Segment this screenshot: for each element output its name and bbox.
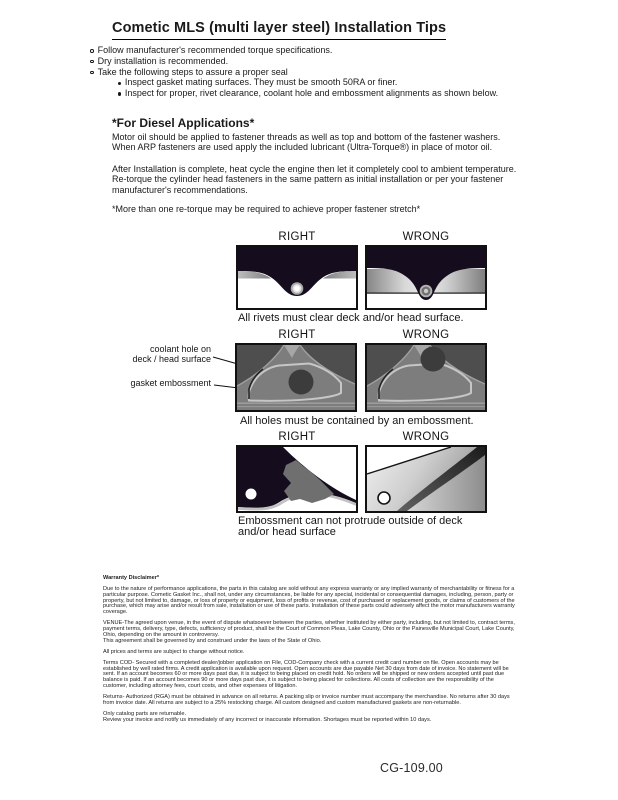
fig3-right-label: RIGHT: [278, 431, 316, 443]
list-item: [90, 56, 530, 67]
fig3-right-image: [236, 445, 358, 513]
list-item: [90, 77, 530, 88]
fig1-wrong-label: WRONG: [402, 231, 450, 243]
disclaimer-paragraph: Only catalog parts are returnable.: [103, 710, 187, 717]
caption-text: and/or head surface: [238, 525, 336, 538]
page-code: CG-109.00: [380, 761, 443, 775]
tip-text: Dry installation is recommended.: [97, 55, 229, 66]
fig1-wrong-image: [365, 245, 487, 310]
list-item: [90, 45, 530, 56]
circle-bullet-icon: [90, 49, 94, 53]
tip-text: Take the following steps to assure a proper seal: [97, 66, 288, 77]
list-item: [90, 67, 530, 78]
disclaimer-heading: Warranty Disclaimer*: [103, 575, 160, 581]
diesel-heading: *For Diesel Applications*: [112, 116, 255, 130]
diesel-paragraph-1: Motor oil should be applied to fastener threads as well as top and bottom of the fastener washers. When ARP fasteners are used apply the included lubricant (Ultra-Torque®) in place of motor oil.: [112, 132, 501, 153]
page-title: Cometic MLS (multi layer steel) Installation Tips: [112, 20, 446, 40]
circle-bullet-icon: [90, 60, 94, 64]
fig3-wrong-image: [365, 445, 487, 513]
tip-text: Follow manufacturer's recommended torque specifications.: [97, 45, 333, 55]
fig3-wrong-label: WRONG: [402, 431, 450, 443]
tip-text: Inspect gasket mating surfaces. They must be smooth 50RA or finer.: [124, 77, 398, 88]
disclaimer-paragraph: Due to the nature of performance applications, the parts in this catalog are sold without any express warranty or any implied warranty of merchantability or fitness for a particular purpose. Cometic Gasket Inc., shall not, under any circumstances, be liable for any special, incidental or consequential damages, including, person, party or property, but not limited to, damage, or loss of property or equipment, loss of profits or revenue, cost of purchased or replacement goods, or claims of customers of the purchase, which may arise and/or result from sale, installation or use of these parts. Installation of these parts could adversely affect the motor manufacturers warranty coverage.: [103, 586, 515, 616]
circle-bullet-icon: [90, 71, 94, 75]
caption-text: Embossment can not protrude outside of deck: [238, 515, 463, 527]
disclaimer-paragraph: VENUE-The agreed upon venue, in the event of dispute whatsoever between the parties, whether instituted by either party, including, but not limited to, contract terms, payment terms, delivery, type, defects, sufficiency of product, shall be the Court of Common Pleas, Lake County, Ohio or the Painesville Municipal Court, Lake County, Ohio, depending on the amount in controversy.: [103, 620, 515, 638]
fig3-caption: [238, 516, 478, 537]
disclaimer-paragraph: This agreement shall be governed by and construed under the laws of the State of Ohio.: [103, 637, 322, 644]
fig2-right-image: [235, 343, 357, 412]
annotation-text: deck / head surface: [132, 353, 211, 364]
gasket-embossment-annotation: [99, 379, 211, 389]
installation-tips-list: [90, 45, 530, 99]
list-item: [90, 88, 530, 99]
coolant-hole-annotation: [99, 345, 211, 364]
fig2-right-label: RIGHT: [278, 329, 316, 341]
disclaimer-paragraph: Returns- Authorized (RGA) must be obtained in advance on all returns. A packing slip or invoice number must accompany the merchandise. No returns after 30 days from invoice date. All returns are subject to a 25% restocking charge. All custom designed and custom manufactured gaskets are non-returnable.: [103, 693, 510, 706]
tip-text: Inspect for proper, rivet clearance, coolant hole and embossment alignments as shown below.: [124, 88, 499, 99]
fig2-wrong-label: WRONG: [402, 329, 450, 341]
annotation-text: gasket embossment: [130, 378, 211, 388]
fig1-right-label: RIGHT: [278, 231, 316, 243]
warranty-disclaimer: [103, 576, 516, 729]
fig1-right-image: [236, 245, 358, 310]
dot-bullet-icon: [118, 82, 121, 85]
disclaimer-paragraph: All prices and terms are subject to change without notice.: [103, 648, 245, 655]
disclaimer-paragraph: Terms COD- Secured with a completed dealer/jobber application on File, COD-Company check with a current credit card number on file. Open accounts may be established by well rated firms. A credit application is available upon request. Open accounts are due payable Net 30 days from date of invoice. No statement will be sent. If an account becomes 60 or more days past due, it is subject to being placed on credit hold. No orders will be shipped or new orders accepted until past due balance is paid. If an account becomes 90 or more days past due, it is subject to being placed for collections. All costs of collection are the responsibility of the customer, including attorney fees, court costs, and other expenses of litigation.: [103, 659, 509, 689]
dot-bullet-icon: [118, 92, 121, 95]
disclaimer-paragraph: Review your invoice and notify us immediately of any incorrect or inaccurate information. Shortages must be reported within 10 days.: [103, 716, 432, 723]
fig2-caption: All holes must be contained by an embossment.: [240, 415, 474, 427]
fig2-wrong-image: [365, 343, 487, 412]
retorque-note: *More than one re-torque may be required to achieve proper fastener stretch*: [112, 204, 421, 214]
diesel-paragraph-2: After Installation is complete, heat cycle the engine then let it completely cool to ambient temperature. Re-torque the cylinder head fasteners in the same pattern as initial installation or per your fastener manufacturer's recommendations.: [112, 164, 517, 195]
annotation-text: coolant hole on: [149, 344, 211, 354]
fig1-caption: All rivets must clear deck and/or head surface.: [238, 312, 464, 324]
